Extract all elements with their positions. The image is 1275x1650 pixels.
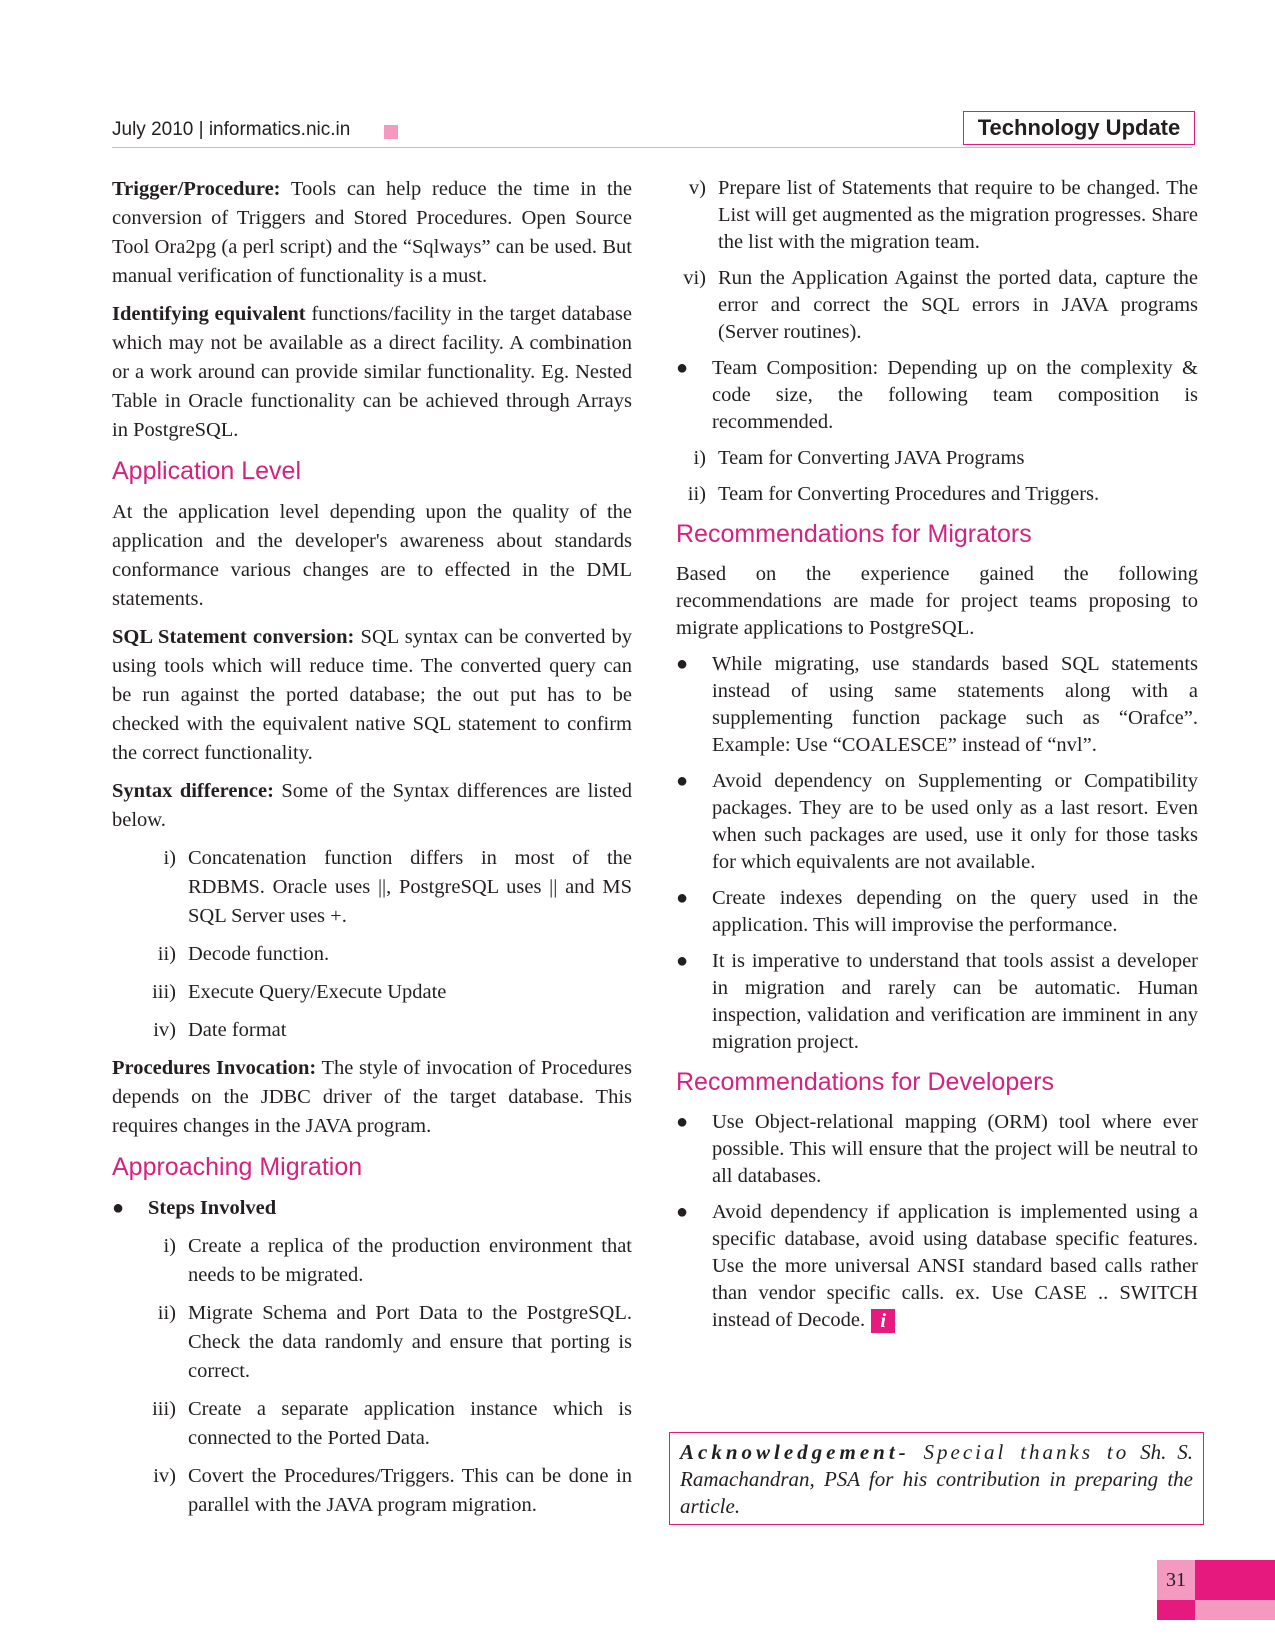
term-identifying-equivalent: Identifying equivalent [112, 303, 306, 325]
page-corner-block [1195, 1560, 1275, 1600]
bullet-icon: ● [676, 357, 689, 379]
paragraph-text: Tools can help reduce the time in the conversion of Triggers and Stored Procedures. Open Source Tool Ora2pg (a perl script) and the “Sqlways” can be used. But manual verification of functionality is a must. [112, 178, 632, 287]
list-text: Avoid dependency on Supplementing or Compatibility packages. They are to be used only as a last resort. Even when such packages are used, use it only for those tasks for which equivalents are not available. [712, 770, 1198, 873]
paragraph-text: functions/facility in the target database which may not be available as a direct facility. A combination or a work around can provide similar functionality. Eg. Nested Table in Oracle functionality can be achieved through Arrays in PostgreSQL. [112, 303, 632, 441]
list-text: Team for Converting Procedures and Triggers. [718, 483, 1100, 505]
acknowledgement-thanks: Special thanks to [909, 1440, 1130, 1464]
list-item [676, 651, 1198, 759]
list-number: iii) [152, 981, 176, 1003]
list-text: Decode function. [188, 943, 330, 965]
header-accent-square [384, 125, 398, 139]
list-text: Date format [188, 1019, 287, 1041]
term-sql-statement-conversion: SQL Statement conversion: [112, 626, 355, 648]
list-text: Team for Converting JAVA Programs [718, 447, 1025, 469]
list-item [676, 948, 1198, 1056]
list-text: Team Composition: Depending up on the complexity & code size, the following team composition is recommended. [712, 357, 1198, 433]
list-number: vi) [683, 267, 706, 289]
bullet-icon: ● [112, 1197, 125, 1219]
list-item [112, 1016, 632, 1045]
list-item [676, 1199, 1198, 1334]
list-text: Covert the Procedures/Triggers. This can be done in parallel with the JAVA program migration. [188, 1465, 632, 1516]
list-item [676, 175, 1198, 256]
section-label: Technology Update [963, 111, 1195, 145]
list-item [112, 1194, 632, 1223]
list-text: Create indexes depending on the query used in the application. This will improvise the performance. [712, 887, 1198, 936]
heading-approaching-migration: Approaching Migration [112, 1153, 363, 1181]
heading-recommendations-developers: Recommendations for Developers [676, 1068, 1054, 1096]
paragraph-trigger-procedure [112, 175, 632, 291]
list-text: Concatenation function differs in most of the RDBMS. Oracle uses ||, PostgreSQL uses || and MS SQL Server uses +. [188, 847, 632, 927]
list-number: v) [688, 177, 706, 199]
bullet-icon: ● [676, 770, 689, 792]
list-text: Migrate Schema and Port Data to the PostgreSQL. Check the data randomly and ensure that porting is correct. [188, 1302, 632, 1382]
term-procedures-invocation: Procedures Invocation: [112, 1057, 317, 1079]
acknowledgement-text: Sh. S. Ramachandran, PSA for his contribution in preparing the article. [680, 1440, 1193, 1518]
list-item [676, 445, 1198, 472]
bullet-icon: ● [676, 950, 689, 972]
list-item [112, 1395, 632, 1453]
list-number: ii) [157, 1302, 176, 1324]
paragraph-migrators: Based on the experience gained the following recommendations are made for project teams proposing to migrate applications to PostgreSQL. [676, 563, 1198, 639]
list-text: Create a replica of the production environment that needs to be migrated. [188, 1235, 632, 1286]
list-number: iv) [153, 1465, 176, 1487]
list-text [712, 1199, 1198, 1334]
list-number: i) [163, 847, 176, 869]
list-item [112, 844, 632, 931]
list-number: ii) [687, 483, 706, 505]
header-divider [112, 147, 1192, 148]
paragraph-syntax-difference [112, 777, 632, 835]
list-number: iii) [152, 1398, 176, 1420]
list-item [112, 1299, 632, 1386]
steps-involved-label: Steps Involved [148, 1197, 277, 1219]
list-item [112, 940, 632, 969]
list-text: Prepare list of Statements that require to be changed. The List will get augmented as the migration progresses. Share the list with the migration team. [718, 177, 1198, 253]
list-number: i) [693, 447, 706, 469]
list-item [676, 1109, 1198, 1190]
list-item [112, 1232, 632, 1290]
page-corner-block [1195, 1600, 1275, 1620]
bullet-icon: ● [676, 1111, 689, 1133]
list-item [676, 885, 1198, 939]
bullet-icon: ● [676, 887, 689, 909]
list-text: It is imperative to understand that tools assist a developer in migration and rarely can be automatic. Human inspection, validation and verification are imminent in any migration project. [712, 950, 1198, 1053]
acknowledgement-title: Acknowledgement- [680, 1440, 910, 1464]
term-trigger-procedure: Trigger/Procedure: [112, 178, 281, 200]
paragraph-text: SQL syntax can be converted by using tools which will reduce time. The converted query can be run against the ported database; the out put has to be checked with the equivalent native SQL statement to confirm the correct functionality. [112, 626, 633, 764]
paragraph-procedures-invocation [112, 1054, 632, 1141]
list-item [112, 1462, 632, 1520]
list-item [112, 978, 632, 1007]
left-column [112, 175, 632, 1529]
paragraph-text: Some of the Syntax differences are listed below. [112, 780, 632, 831]
heading-application-level: Application Level [112, 457, 302, 485]
list-text: Run the Application Against the ported data, capture the error and correct the SQL errors in JAVA programs (Server routines). [718, 267, 1198, 343]
list-text: Execute Query/Execute Update [188, 981, 447, 1003]
paragraph-application-level: At the application level depending upon the quality of the application and the developer's awareness about standards conformance various changes are to effected in the DML statements. [112, 501, 632, 610]
paragraph-sql-statement [112, 623, 632, 768]
bullet-icon: ● [676, 653, 689, 675]
list-text: While migrating, use standards based SQL statements instead of using same statements along with a supplementing function package such as “Orafce”. Example: Use “COALESCE” instead of “nvl”. [712, 653, 1198, 756]
list-text-content: Avoid dependency if application is implemented using a specific database, avoid using database specific features. Use the more universal ANSI standard based calls rather than vendor specific calls. ex. Use CASE .. SWITCH instead of Decode. [712, 1201, 1198, 1331]
acknowledgement-box [669, 1432, 1204, 1525]
header-publication: July 2010 | informatics.nic.in [112, 119, 351, 140]
list-item [676, 481, 1198, 508]
page-corner-block [1157, 1600, 1195, 1620]
bullet-icon: ● [676, 1201, 689, 1223]
heading-recommendations-migrators: Recommendations for Migrators [676, 520, 1032, 548]
paragraph-identifying-equivalent [112, 300, 632, 445]
list-item [676, 768, 1198, 876]
list-number: ii) [157, 943, 176, 965]
term-syntax-difference: Syntax difference: [112, 780, 274, 802]
list-text: Create a separate application instance which is connected to the Ported Data. [188, 1398, 632, 1449]
list-text: Use Object-relational mapping (ORM) tool where ever possible. This will ensure that the project will be neutral to all databases. [712, 1111, 1198, 1187]
list-item [676, 265, 1198, 346]
paragraph-text: The style of invocation of Procedures depends on the JDBC driver of the target database. This requires changes in the JAVA program. [112, 1057, 632, 1137]
page-number: 31 [1157, 1560, 1195, 1600]
list-item [676, 355, 1198, 436]
info-icon: i [871, 1309, 895, 1333]
list-number: i) [163, 1235, 176, 1257]
right-column [676, 175, 1198, 1343]
list-number: iv) [153, 1019, 176, 1041]
